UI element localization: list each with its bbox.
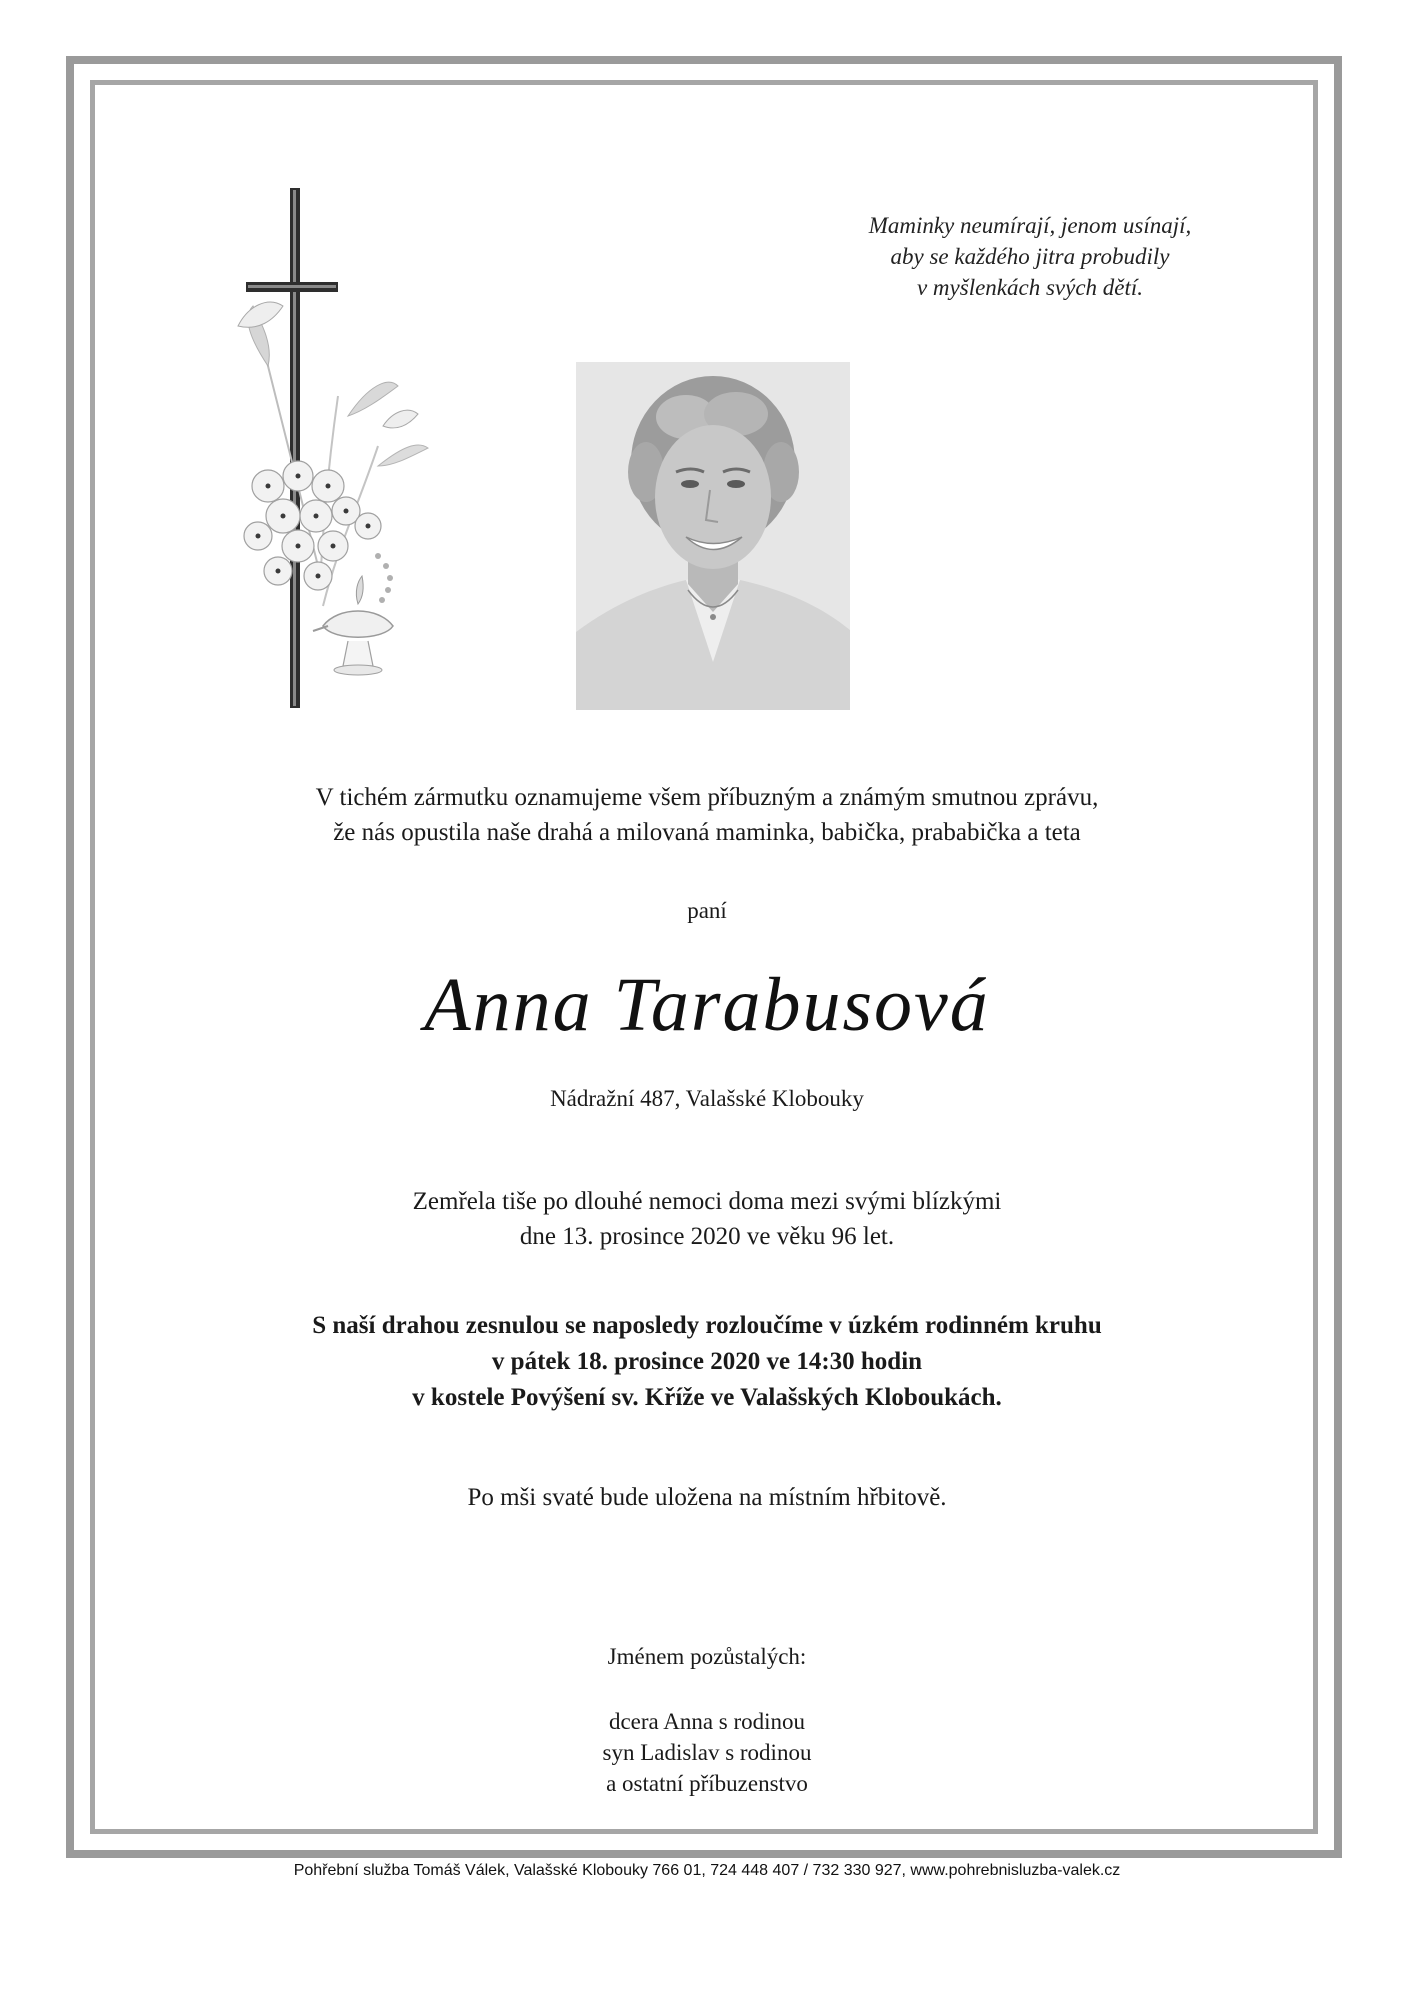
funeral-service-footer: Pohřební služba Tomáš Válek, Valašské Klobouky 766 01, 724 448 407 / 732 330 927, www.pohrebnisluzba-valek.cz [293,1862,1121,1879]
family-heading: Jménem pozůstalých: [607,1644,807,1669]
announcement-line: V tichém zármutku oznamujeme všem příbuzným a známým smutnou zprávu, [315,784,1099,811]
death-line: dne 13. prosince 2020 ve věku 96 let. [519,1223,895,1250]
funeral-info [0,1308,1414,1416]
motto-quote [800,210,1260,303]
motto-line: Maminky neumírají, jenom usínají, [868,213,1192,238]
announcement-line: že nás opustila naše drahá a milovaná maminka, babička, prababička a teta [333,819,1081,846]
family-member: syn Ladislav s rodinou [602,1740,812,1765]
announcement-text [0,780,1414,850]
address: Nádražní 487, Valašské Klobouky [550,1086,864,1111]
cross-with-lilies-icon [228,186,438,714]
funeral-line: v kostele Povýšení sv. Kříže ve Valašských Kloboukách. [412,1384,1002,1411]
portrait-photo [576,362,850,710]
funeral-line: v pátek 18. prosince 2020 ve 14:30 hodin [491,1348,923,1375]
death-line: Zemřela tiše po dlouhé nemoci doma mezi svými blízkými [412,1188,1002,1215]
family-list [0,1706,1414,1799]
family-member: dcera Anna s rodinou [608,1709,806,1734]
death-notice [0,1184,1414,1254]
motto-line: v myšlenkách svých dětí. [916,275,1144,300]
deceased-name: Anna Tarabusová [424,963,990,1047]
honorific: paní [687,898,727,923]
motto-line: aby se každého jitra probudily [890,244,1170,269]
burial-note: Po mši svaté bude uložena na místním hřbitově. [467,1484,947,1511]
family-member: a ostatní příbuzenstvo [606,1771,808,1796]
funeral-line: S naší drahou zesnulou se naposledy rozloučíme v úzkém rodinném kruhu [312,1312,1102,1339]
